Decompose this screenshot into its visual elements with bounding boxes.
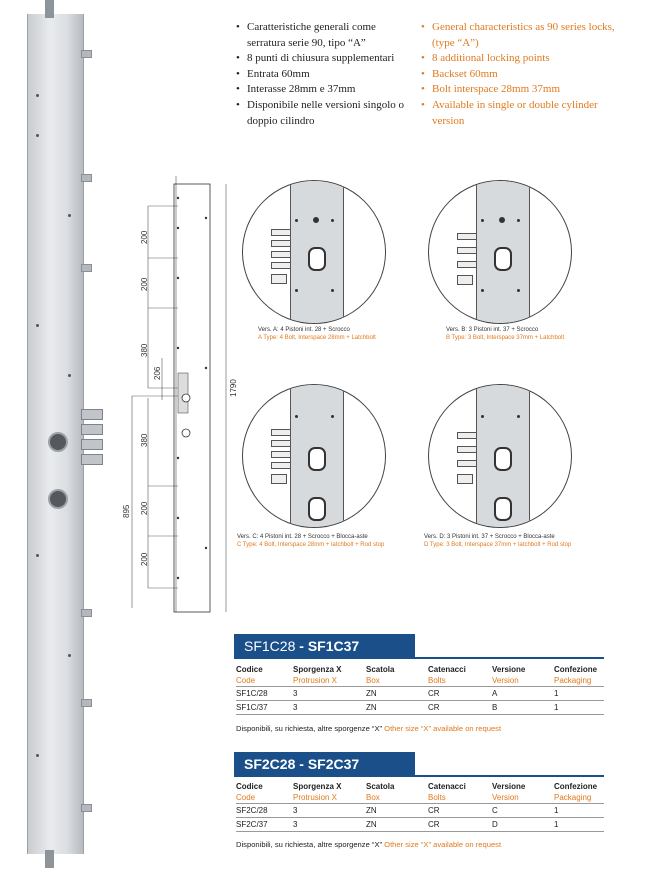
features-english — [421, 20, 626, 129]
table-row: SF2C/28 3 ZN CR C 1 — [236, 804, 604, 818]
dim-895: 895 — [122, 504, 131, 518]
strip-screw — [36, 324, 39, 327]
col-box: Scatola Box — [366, 782, 395, 802]
strip-screw — [36, 94, 39, 97]
table1 — [236, 664, 604, 715]
strip-pin — [81, 699, 92, 707]
table1-title: SF1C28 - SF1C37 — [234, 634, 415, 658]
table2-title: SF2C28 - SF2C37 — [234, 752, 415, 776]
col-protrusion: Sporgenza X Protrusion X — [293, 665, 342, 685]
feature-en-2: • 8 additional locking points — [421, 51, 626, 67]
caption-version-c: Vers. C: 4 Pistoni int. 28 + Scrocco + Blocca-aste C Type: 4 Bolt, Interspace 28mm + latchbolt + Rod stop — [237, 534, 385, 548]
dim-200-b: 200 — [140, 277, 149, 291]
feature-it-1: • Caratteristiche generali come serratura serie 90, tipo “A” — [236, 20, 416, 51]
dim-380-a: 380 — [140, 343, 149, 357]
strip-cylinder-hole — [48, 489, 68, 509]
table-row: SF2C/37 3 ZN CR D 1 — [236, 818, 604, 832]
strip-screw — [68, 654, 71, 657]
strip-pin — [81, 609, 92, 617]
strip-screw — [68, 214, 71, 217]
strip-screw — [36, 134, 39, 137]
col-packaging: Confezione Packaging — [554, 665, 598, 685]
feature-it-3: • Entrata 60mm — [236, 67, 416, 83]
strip-cylinder-hole — [48, 432, 68, 452]
strip-pin — [81, 50, 92, 58]
table1-rule — [234, 657, 604, 659]
feature-en-3: • Backset 60mm — [421, 67, 626, 83]
table2 — [236, 781, 604, 832]
strip-screw — [68, 374, 71, 377]
caption-version-a: Vers. A: 4 Pistoni int. 28 + Scrocco A Type: 4 Bolt, Interspace 28mm + Latchbolt — [258, 327, 376, 341]
feature-en-1: • General characteristics as 90 series locks, (type “A”) — [421, 20, 626, 51]
feature-it-2: • 8 punti di chiusura supplementari — [236, 51, 416, 67]
dim-206: 206 — [153, 366, 162, 380]
table-row: SF1C/37 3 ZN CR B 1 — [236, 701, 604, 715]
feature-it-5: • Disponibile nelle versioni singolo o doppio cilindro — [236, 98, 416, 129]
strip-pin — [81, 174, 92, 182]
strip-screw — [36, 754, 39, 757]
caption-version-d: Vers. D: 3 Pistoni int. 37 + Scrocco + Blocca-aste D Type: 3 Bolt, Interspace 37mm + latchbolt + Rod stop — [424, 534, 572, 548]
dim-200-a: 200 — [140, 230, 149, 244]
strip-bottom-rod — [45, 850, 54, 868]
col-version: Versione Version — [492, 665, 526, 685]
strip-pin — [81, 804, 92, 812]
lock-strip-image — [27, 14, 84, 854]
technical-drawing — [118, 168, 238, 616]
col-bolts: Catenacci Bolts — [428, 665, 466, 685]
caption-version-b: Vers. B: 3 Pistoni int. 37 + Scrocco B Type: 3 Bolt, Interspace 37mm + Latchbolt — [446, 327, 565, 341]
detail-version-c — [242, 384, 386, 528]
dim-380-b: 380 — [140, 433, 149, 447]
table2-header — [236, 781, 604, 804]
features-italian — [236, 20, 416, 129]
strip-bolt — [81, 454, 103, 465]
col-bolts: Catenacci Bolts — [428, 782, 466, 802]
col-protrusion: Sporgenza X Protrusion X — [293, 782, 342, 802]
table2-note: Disponibili, su richiesta, altre sporgenze “X” Other size “X” available on request — [236, 840, 502, 849]
strip-pin — [81, 264, 92, 272]
col-version: Versione Version — [492, 782, 526, 802]
col-code: Codice Code — [236, 782, 263, 802]
strip-screw — [36, 554, 39, 557]
feature-en-5: • Available in single or double cylinder version — [421, 98, 626, 129]
table1-note: Disponibili, su richiesta, altre sporgenze “X” Other size “X” available on request — [236, 724, 502, 733]
strip-bolt — [81, 409, 103, 420]
table-row: SF1C/28 3 ZN CR A 1 — [236, 687, 604, 701]
col-code: Codice Code — [236, 665, 263, 685]
dim-200-c: 200 — [140, 501, 149, 515]
dim-200-d: 200 — [140, 552, 149, 566]
feature-it-4: • Interasse 28mm e 37mm — [236, 82, 416, 98]
strip-bolt — [81, 424, 103, 435]
col-box: Scatola Box — [366, 665, 395, 685]
table2-rule — [234, 775, 604, 777]
table1-header — [236, 664, 604, 687]
dim-1790: 1790 — [229, 379, 238, 397]
feature-en-4: • Bolt interspace 28mm 37mm — [421, 82, 626, 98]
strip-bolt — [81, 439, 103, 450]
detail-version-d — [428, 384, 572, 528]
col-packaging: Confezione Packaging — [554, 782, 598, 802]
detail-version-b — [428, 180, 572, 324]
strip-top-rod — [45, 0, 54, 18]
detail-version-a — [242, 180, 386, 324]
